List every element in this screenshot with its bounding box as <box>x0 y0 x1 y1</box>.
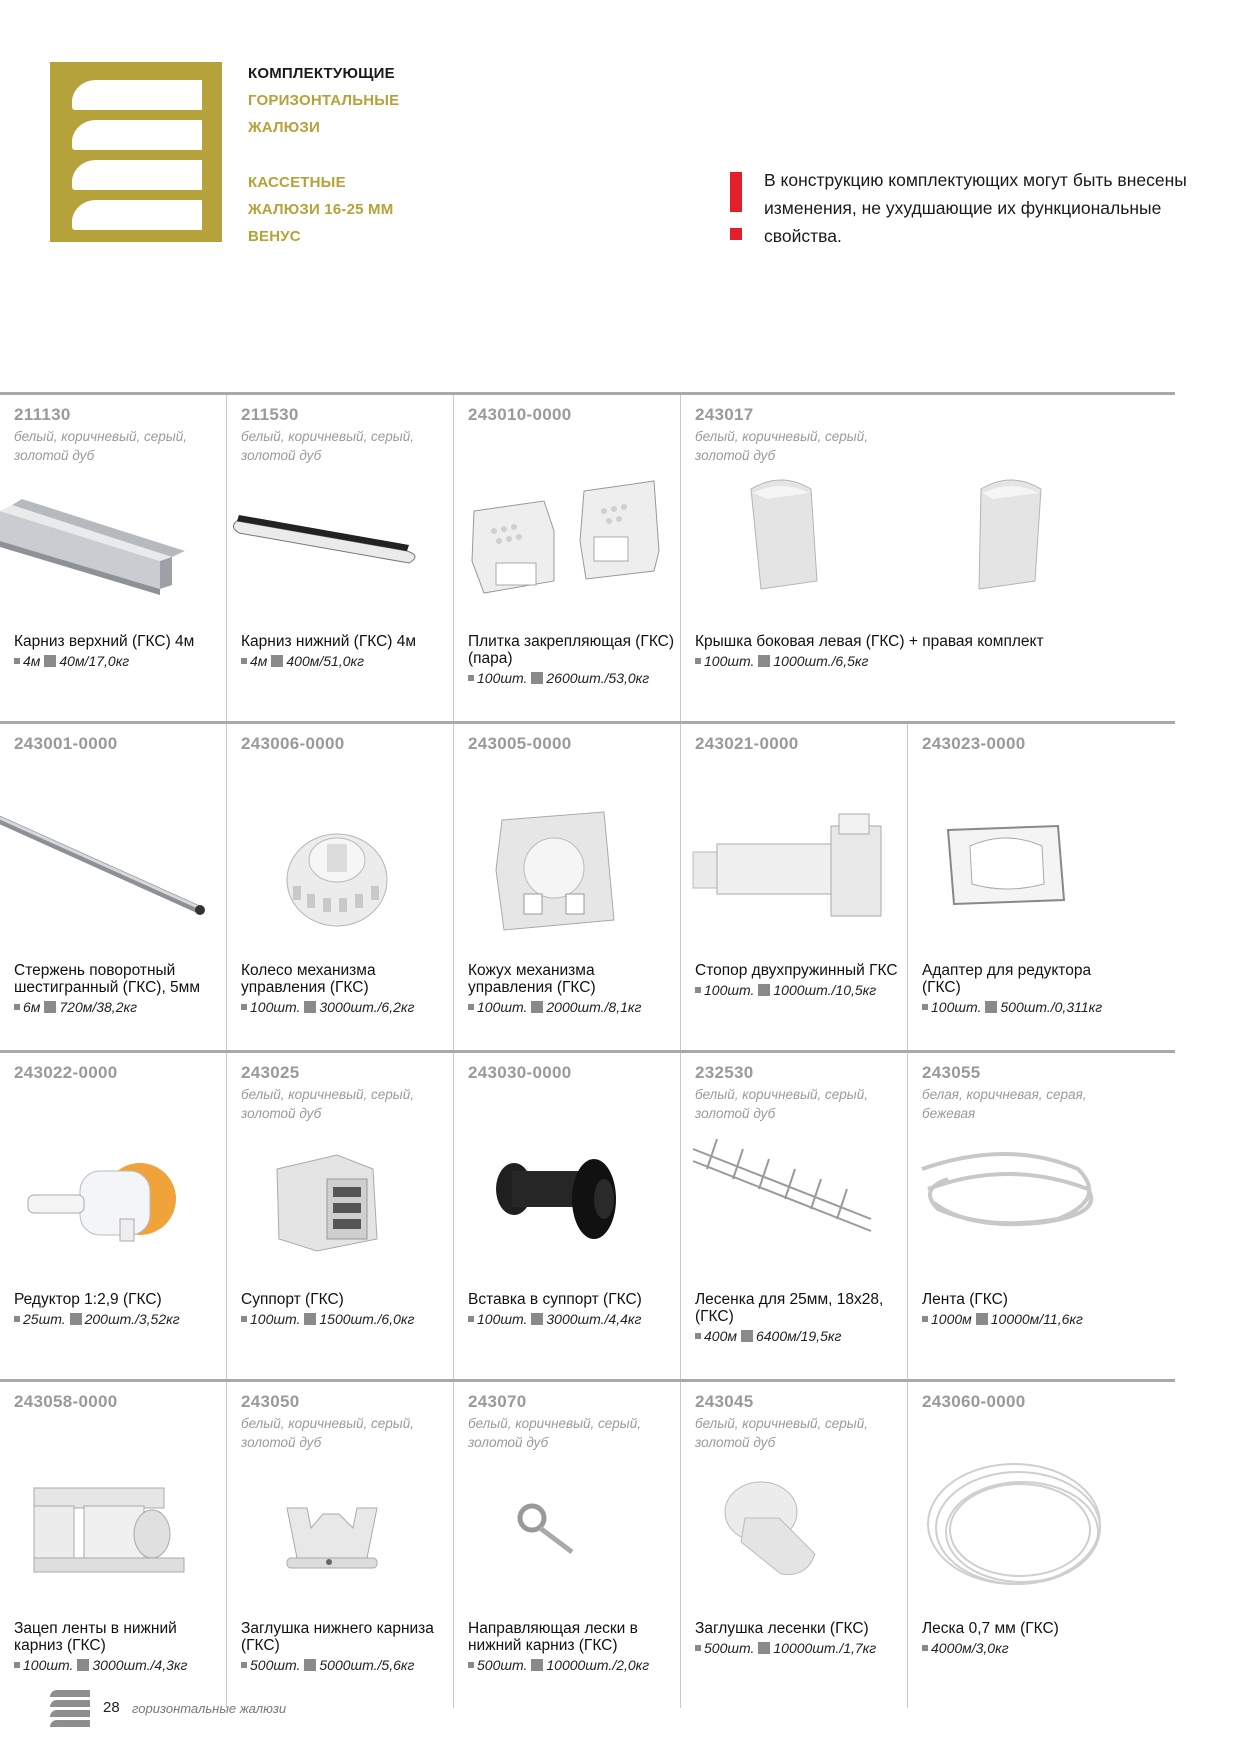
product-pack <box>695 1640 905 1657</box>
product-name <box>14 1291 224 1328</box>
title-line: КОМПЛЕКТУЮЩИЕ <box>248 65 395 82</box>
product-code: 243023-0000 <box>922 734 1026 753</box>
product-pack <box>695 653 1125 670</box>
product-colors: белый, коричневый, серый, золотой дуб <box>241 1416 414 1450</box>
product-card <box>227 1053 454 1379</box>
product-name-text: Лесенка для 25мм, 18х28, (ГКС) <box>695 1291 884 1325</box>
product-colors: белый, коричневый, серый, золотой дуб <box>14 429 187 463</box>
product-name-text: Стопор двухпружинный ГКС <box>695 962 898 979</box>
product-name-text: Леска 0,7 мм (ГКС) <box>922 1620 1059 1637</box>
pack-box: 200шт./3,52кг <box>84 1311 180 1327</box>
product-card <box>0 395 227 721</box>
pack-unit: 100шт. <box>250 999 301 1015</box>
product-pack <box>241 999 451 1016</box>
product-name-text: Направляющая лески в нижний карниз (ГКС) <box>468 1620 638 1654</box>
product-row <box>0 1379 1175 1708</box>
pack-box: 40м/17,0кг <box>59 653 130 669</box>
subtitle-line: ВЕНУС <box>248 228 301 245</box>
product-pack <box>14 999 224 1016</box>
product-code: 211130 <box>14 405 71 424</box>
product-pack <box>241 653 451 670</box>
product-code: 232530 <box>695 1063 754 1082</box>
product-card <box>227 395 454 721</box>
product-colors: белый, коричневый, серый, золотой дуб <box>468 1416 641 1450</box>
product-code: 243010-0000 <box>468 405 572 424</box>
product-row <box>0 721 1175 1050</box>
support-bracket-image <box>227 1119 454 1289</box>
pack-box: 6400м/19,5кг <box>755 1328 842 1344</box>
pack-unit: 100шт. <box>704 982 755 998</box>
product-name <box>241 1620 451 1674</box>
pack-box: 1000шт./6,5кг <box>773 653 869 669</box>
product-code: 243070 <box>468 1392 527 1411</box>
product-colors: белый, коричневый, серый, золотой дуб <box>241 1087 414 1121</box>
product-code: 243005-0000 <box>468 734 572 753</box>
pack-unit: 500шт. <box>477 1657 528 1673</box>
pack-box: 3000шт./4,3кг <box>92 1657 188 1673</box>
product-code: 243045 <box>695 1392 754 1411</box>
product-name-text: Лента (ГКС) <box>922 1291 1008 1308</box>
product-name <box>695 1291 905 1345</box>
product-colors: белый, коричневый, серый, золотой дуб <box>241 429 414 463</box>
pack-unit: 4000м/3,0кг <box>931 1640 1009 1656</box>
title-line: ГОРИЗОНТАЛЬНЫЕ <box>248 92 400 109</box>
line-guide-image <box>454 1448 681 1618</box>
product-code: 211530 <box>241 405 299 424</box>
product-name-text: Плитка закрепляющая (ГКС) (пара) <box>468 633 675 667</box>
product-code: 243030-0000 <box>468 1063 572 1082</box>
product-colors: белый, коричневый, серый, золотой дуб <box>695 1416 868 1450</box>
pack-box: 10000м/11,6кг <box>990 1311 1083 1327</box>
pack-unit: 1000м <box>931 1311 972 1327</box>
section-name: горизонтальные жалюзи <box>132 1701 287 1716</box>
product-pack <box>14 1311 224 1328</box>
product-name-text: Кожух механизма управления (ГКС) <box>468 962 596 996</box>
product-grid <box>0 392 1175 1708</box>
pack-unit: 4м <box>250 653 268 669</box>
product-pack <box>241 1311 451 1328</box>
pack-box: 3000шт./6,2кг <box>319 999 415 1015</box>
page-title <box>248 60 399 250</box>
exclamation-dot-icon <box>730 228 742 240</box>
product-card <box>681 395 1135 721</box>
pack-box: 5000шт./5,6кг <box>319 1657 415 1673</box>
subtitle-line: ЖАЛЮЗИ 16-25 ММ <box>248 201 394 218</box>
product-pack <box>468 1311 678 1328</box>
product-name <box>695 1620 905 1657</box>
product-card <box>454 395 681 721</box>
notice-text: В конструкцию комплектующих могут быть внесены изменения, не ухудшающие их функциональные свойства. <box>764 170 1187 246</box>
support-insert-image <box>454 1119 681 1289</box>
product-code: 243058-0000 <box>14 1392 118 1411</box>
product-pack <box>922 999 1132 1016</box>
exclamation-icon <box>730 172 742 212</box>
product-name-text: Редуктор 1:2,9 (ГКС) <box>14 1291 162 1308</box>
product-code: 243022-0000 <box>14 1063 118 1082</box>
pack-box: 3000шт./4,4кг <box>546 1311 642 1327</box>
pack-box: 10000шт./1,7кг <box>773 1640 877 1656</box>
tape-image <box>908 1119 1135 1289</box>
product-card <box>454 1382 681 1708</box>
product-name-text: Адаптер для редуктора (ГКС) <box>922 962 1092 996</box>
pack-box: 10000шт./2,0кг <box>546 1657 650 1673</box>
product-card <box>681 1053 908 1379</box>
pack-box: 500шт./0,311кг <box>1000 999 1103 1015</box>
product-name-text: Крышка боковая левая (ГКС) + правая комплект <box>695 633 1044 650</box>
pack-unit: 500шт. <box>250 1657 301 1673</box>
product-code: 243060-0000 <box>922 1392 1026 1411</box>
product-name-text: Заглушка лесенки (ГКС) <box>695 1620 869 1637</box>
pack-unit: 25шт. <box>23 1311 66 1327</box>
pack-unit: 100шт. <box>23 1657 74 1673</box>
product-colors: белый, коричневый, серый, золотой дуб <box>695 1087 868 1121</box>
product-name <box>468 1620 678 1674</box>
product-name-text: Стержень поворотный шестигранный (ГКС), 5мм <box>14 962 200 996</box>
product-code: 243006-0000 <box>241 734 345 753</box>
product-code: 243025 <box>241 1063 300 1082</box>
product-name-text: Карниз верхний (ГКС) 4м <box>14 633 195 650</box>
bottom-rail-image <box>227 461 454 631</box>
pack-unit: 100шт. <box>704 653 755 669</box>
product-code: 243001-0000 <box>14 734 118 753</box>
pack-unit: 100шт. <box>477 670 528 686</box>
product-name <box>468 633 678 687</box>
page-number: 28 <box>103 1699 120 1716</box>
ladder-cord-image <box>681 1119 908 1289</box>
mechanism-housing-image <box>454 790 681 960</box>
product-card <box>681 1382 908 1708</box>
product-pack <box>468 670 678 687</box>
product-pack <box>241 1657 451 1674</box>
product-card <box>0 1382 227 1708</box>
product-name-text: Заглушка нижнего карниза (ГКС) <box>241 1620 434 1654</box>
product-name-text: Карниз нижний (ГКС) 4м <box>241 633 417 650</box>
product-card <box>454 1053 681 1379</box>
control-wheel-image <box>227 790 454 960</box>
tape-hook-image <box>0 1448 227 1618</box>
pack-box: 2600шт./53,0кг <box>546 670 650 686</box>
product-card <box>908 1382 1135 1708</box>
subtitle-line: КАССЕТНЫЕ <box>248 174 346 191</box>
product-card <box>681 724 908 1050</box>
product-name <box>922 1291 1132 1328</box>
product-code: 243055 <box>922 1063 981 1082</box>
product-pack <box>922 1311 1132 1328</box>
product-card <box>454 724 681 1050</box>
product-name <box>14 962 224 1016</box>
product-code: 243021-0000 <box>695 734 799 753</box>
product-card <box>908 724 1135 1050</box>
pack-unit: 6м <box>23 999 41 1015</box>
product-pack <box>468 1657 678 1674</box>
fishing-line-image <box>908 1448 1135 1618</box>
blinds-icon <box>50 1688 90 1728</box>
product-name <box>468 962 678 1016</box>
pack-unit: 100шт. <box>250 1311 301 1327</box>
product-name-text: Вставка в суппорт (ГКС) <box>468 1291 642 1308</box>
gear-adapter-image <box>908 790 1135 960</box>
product-card <box>227 724 454 1050</box>
product-row <box>0 1050 1175 1379</box>
product-name <box>695 962 905 999</box>
product-name <box>468 1291 678 1328</box>
product-card <box>0 1053 227 1379</box>
product-row <box>0 392 1175 721</box>
product-name-text: Суппорт (ГКС) <box>241 1291 344 1308</box>
product-colors: белая, коричневая, серая, бежевая <box>922 1087 1087 1121</box>
mounting-plate-image <box>454 461 681 631</box>
product-colors: белый, коричневый, серый, золотой дуб <box>695 429 868 463</box>
end-cap-image <box>681 461 1135 631</box>
product-name <box>922 1620 1132 1657</box>
product-name <box>695 633 1125 670</box>
spring-stopper-image <box>681 790 908 960</box>
gearbox-image <box>0 1119 227 1289</box>
product-name <box>922 962 1132 1016</box>
product-card <box>227 1382 454 1708</box>
rail-plug-image <box>227 1448 454 1618</box>
pack-unit: 100шт. <box>477 999 528 1015</box>
product-card <box>908 1053 1135 1379</box>
product-pack <box>14 653 224 670</box>
pack-box: 2000шт./8,1кг <box>546 999 642 1015</box>
product-pack <box>922 1640 1132 1657</box>
top-rail-image <box>0 461 227 631</box>
product-name <box>241 962 451 1016</box>
product-name <box>14 633 224 670</box>
product-card <box>0 724 227 1050</box>
product-name-text: Зацеп ленты в нижний карниз (ГКС) <box>14 1620 177 1654</box>
product-name <box>14 1620 224 1674</box>
pack-unit: 400м <box>704 1328 737 1344</box>
product-name <box>241 633 451 670</box>
pack-unit: 100шт. <box>477 1311 528 1327</box>
pack-box: 1000шт./10,5кг <box>773 982 877 998</box>
pack-unit: 500шт. <box>704 1640 755 1656</box>
product-code: 243050 <box>241 1392 300 1411</box>
pack-unit: 4м <box>23 653 41 669</box>
title-line: ЖАЛЮЗИ <box>248 119 320 136</box>
blinds-logo-icon <box>50 62 222 242</box>
product-code: 243017 <box>695 405 754 424</box>
product-pack <box>14 1657 224 1674</box>
product-name <box>241 1291 451 1328</box>
pack-box: 720м/38,2кг <box>59 999 137 1015</box>
product-pack <box>695 1328 905 1345</box>
ladder-plug-image <box>681 1448 908 1618</box>
pack-box: 1500шт./6,0кг <box>319 1311 415 1327</box>
pack-box: 400м/51,0кг <box>286 653 364 669</box>
product-name-text: Колесо механизма управления (ГКС) <box>241 962 376 996</box>
pack-unit: 100шт. <box>931 999 982 1015</box>
product-pack <box>695 982 905 999</box>
product-pack <box>468 999 678 1016</box>
tilt-rod-image <box>0 790 227 960</box>
